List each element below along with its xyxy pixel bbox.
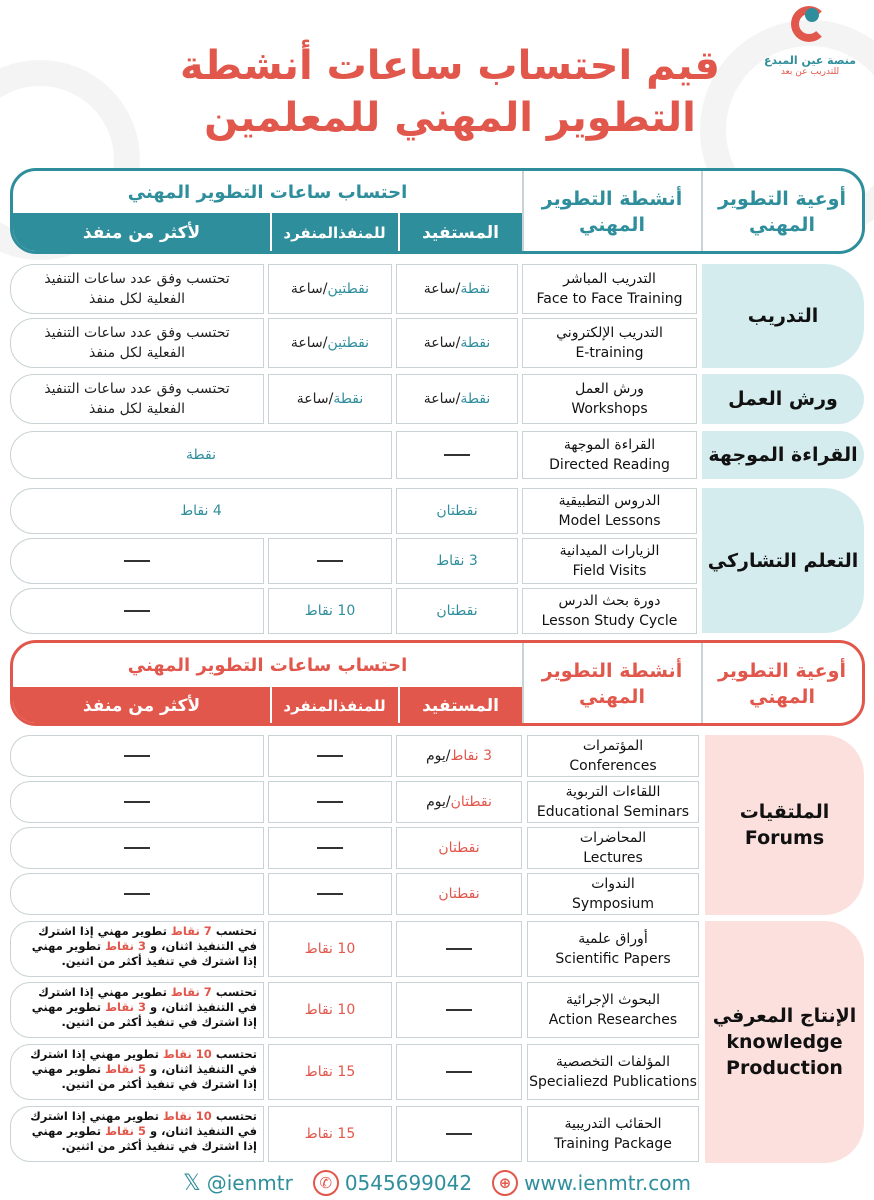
dash-icon [317,801,343,803]
header-single: للمنفذالمنفرد [283,224,386,242]
category-en: Forums [744,827,825,849]
single-value [268,374,392,424]
activity-ar: اللقاءات التربوية [565,784,661,800]
single-value [268,264,392,314]
activity-en: E-training [575,345,644,361]
value-points: نقطة [460,335,491,351]
title-line-1: قيم احتساب ساعات أنشطة [180,43,720,89]
phone-number: 0545699042 [344,1171,473,1195]
x-twitter-icon: 𝕏 [183,1170,201,1196]
dash-icon [317,755,343,757]
beneficiary-empty [396,982,522,1038]
twitter-link[interactable] [183,1171,293,1196]
activity-model-lessons [522,488,697,534]
dash-icon [124,610,150,612]
activity-en: Specialiezd Publications [529,1074,697,1090]
dash-icon [317,893,343,895]
category-workshops: ورش العمل [702,374,864,424]
activity-en: Action Researches [548,1012,678,1028]
note-text: تطوير مهني إذا اشترك في تنفيذ أكثر من اثنين. [31,1000,257,1029]
category-participative-learning: التعلم التشاركي [702,488,864,633]
value-unit: /ساعة [423,335,461,351]
category-forums [705,735,864,915]
note-text: تطوير مهني إذا اشترك في التنفيذ اثنان، و [38,924,257,953]
multi-empty [10,873,264,915]
note-text: تحتسب [211,924,257,938]
section2-header [10,640,865,726]
header-activities: أنشطة التطوير المهني [541,188,683,236]
beneficiary-value [396,735,522,777]
activity-educational-seminars [527,781,699,823]
note-text: تحتسب [211,1109,257,1123]
activity-lesson-study [522,588,697,634]
note-points: 3 نقاط [105,939,146,953]
note-points: 10 نقاط [162,1047,212,1061]
category-ar: الملتقيات [739,801,830,823]
activity-ar: البحوث الإجرائية [565,992,661,1008]
category-knowledge-production [705,921,864,1163]
dash-icon [124,847,150,849]
activity-ar: ورش العمل [575,381,644,397]
logo-icon [787,4,833,50]
multi-note [10,1044,264,1100]
note-text: تطوير مهني إذا اشترك في التنفيذ اثنان، و [38,985,257,1014]
value-unit: /يوم [426,794,451,810]
multi-empty [10,781,264,823]
dash-icon [124,801,150,803]
beneficiary-empty [396,1106,522,1162]
value-unit: /ساعة [423,281,461,297]
twitter-handle: @ienmtr [206,1171,293,1195]
single-empty [268,781,392,823]
merged-value: نقطة [10,431,392,479]
single-empty [268,538,392,584]
single-value: 10 نقاط [268,982,392,1038]
activity-ar: التدريب الإلكتروني [556,325,663,341]
beneficiary-empty [396,1044,522,1100]
activity-ar: الحقائب التدريبية [564,1116,662,1132]
activity-specialized-publications [527,1044,699,1100]
header-types: أوعية التطوير المهني [718,660,846,708]
activity-ar: الندوات [591,876,635,892]
dash-icon [446,948,472,950]
beneficiary-value: نقطتان [396,588,518,634]
beneficiary-empty [396,921,522,977]
note-points: 5 نقاط [105,1124,146,1138]
beneficiary-value [396,264,518,314]
title-line-2: التطوير المهني للمعلمين [204,95,696,141]
section1-header [10,168,865,254]
dash-icon [317,847,343,849]
activity-en: Conferences [569,758,657,774]
activity-ar: المؤتمرات [582,738,644,754]
multi-value: تحتسب وفق عدد ساعات التنفيذ الفعلية لكل منفذ [10,264,264,314]
note-text: تطوير مهني إذا اشترك في التنفيذ اثنان، و [30,1047,257,1076]
brand-logo [760,4,860,94]
logo-name: منصة عين المبدع [763,54,856,67]
note-points: 5 نقاط [105,1062,146,1076]
dash-icon [446,1009,472,1011]
activity-action-researches [527,982,699,1038]
value-points: نقطة [333,391,364,407]
activity-en: Face to Face Training [536,291,683,307]
value-unit: /ساعة [423,391,461,407]
multi-note [10,1106,264,1162]
activity-scientific-papers [527,921,699,977]
value-points: نقطة [460,391,491,407]
single-empty [268,827,392,869]
activity-lectures [527,827,699,869]
multi-note [10,921,264,977]
value-unit: /ساعة [290,281,328,297]
activity-en: Training Package [554,1136,672,1152]
header-calc: احتساب ساعات التطوير المهني [127,181,408,203]
header-activities: أنشطة التطوير المهني [541,660,683,708]
activity-ar: المحاضرات [579,830,647,846]
activity-ar: دورة بحث الدرس [558,593,661,609]
note-text: تحتسب [211,1047,257,1061]
multi-note [10,982,264,1038]
value-points: نقطتين [327,335,370,351]
note-points: 3 نقاط [105,1000,146,1014]
whatsapp-phone-icon: ✆ [313,1170,339,1196]
website-link[interactable] [492,1170,691,1196]
activity-ar: القراءة الموجهة [563,437,656,453]
single-value: 15 نقاط [268,1106,392,1162]
activity-en: Field Visits [572,563,647,579]
note-text: تطوير مهني إذا اشترك في تنفيذ أكثر من اثنين. [31,1062,257,1091]
dash-icon [124,560,150,562]
beneficiary-value [396,374,518,424]
header-single: للمنفذالمنفرد [283,697,386,715]
activity-ar: أوراق علمية [578,931,648,947]
single-value [268,318,392,368]
merged-value: 4 نقاط [10,488,392,534]
beneficiary-value [396,781,522,823]
category-ar: الإنتاج المعرفي [712,1005,857,1027]
beneficiary-empty [396,431,518,479]
value-unit: /يوم [425,748,451,764]
activity-en: Lesson Study Cycle [541,613,678,629]
dash-icon [124,755,150,757]
single-empty [268,735,392,777]
phone-link[interactable] [313,1170,472,1196]
activity-training-package [527,1106,699,1162]
globe-icon: ⊕ [492,1170,518,1196]
dash-icon [317,560,343,562]
beneficiary-value: نقطتان [396,488,518,534]
multi-empty [10,588,264,634]
activity-directed-reading [522,431,697,479]
multi-value: تحتسب وفق عدد ساعات التنفيذ الفعلية لكل منفذ [10,318,264,368]
multi-value: تحتسب وفق عدد ساعات التنفيذ الفعلية لكل منفذ [10,374,264,424]
header-beneficiary: المستفيد [422,223,499,243]
header-multi: لأكثر من منفذ [82,696,201,716]
single-value: 10 نقاط [268,921,392,977]
note-text: تطوير مهني إذا اشترك في التنفيذ اثنان، و [30,1109,257,1138]
note-points: 10 نقاط [162,1109,212,1123]
activity-ar: التدريب المباشر [563,271,656,287]
category-en: knowledge [726,1031,843,1053]
activity-conferences [527,735,699,777]
header-types: أوعية التطوير المهني [718,188,846,236]
footer-contacts [0,1168,874,1198]
activity-face-to-face [522,264,697,314]
header-calc: احتساب ساعات التطوير المهني [127,654,408,676]
activity-en: Workshops [571,401,648,417]
value-unit: /ساعة [290,335,328,351]
note-text: تحتسب [211,985,257,999]
activity-ar: الزيارات الميدانية [559,543,660,559]
activity-en: Symposium [572,896,654,912]
dash-icon [446,1133,472,1135]
beneficiary-value: نقطتان [396,827,522,869]
note-text: تطوير مهني إذا اشترك في تنفيذ أكثر من اثنين. [31,939,257,968]
beneficiary-value [396,318,518,368]
value-unit: /ساعة [296,391,334,407]
activity-e-training [522,318,697,368]
activity-en: Scientific Papers [555,951,671,967]
category-training: التدريب [702,264,864,368]
page-title [150,40,750,144]
category-en: Production [726,1057,843,1079]
activity-workshops [522,374,697,424]
single-value: 10 نقاط [268,588,392,634]
activity-en: Lectures [583,850,643,866]
activity-field-visits [522,538,697,584]
multi-empty [10,827,264,869]
activity-ar: المؤلفات التخصصية [555,1054,671,1070]
multi-empty [10,735,264,777]
category-directed-reading: القراءة الموجهة [702,431,864,479]
activity-en: Educational Seminars [536,804,690,820]
header-multi: لأكثر من منفذ [82,223,201,243]
dash-icon [444,454,470,456]
single-value: 15 نقاط [268,1044,392,1100]
activity-ar: الدروس التطبيقية [558,493,661,509]
value-points: 3 نقاط [450,748,493,764]
activity-en: Model Lessons [558,513,661,529]
value-points: نقطتين [327,281,370,297]
activity-symposium [527,873,699,915]
single-empty [268,873,392,915]
activity-en: Directed Reading [549,457,670,473]
logo-tagline: للتدريب عن بعد [780,67,840,77]
header-beneficiary: المستفيد [422,696,499,716]
note-points: 7 نقاط [170,924,212,938]
beneficiary-value: 3 نقاط [396,538,518,584]
website-url: www.ienmtr.com [524,1171,691,1195]
note-points: 7 نقاط [170,985,212,999]
value-points: نقطتان [450,794,492,810]
dash-icon [124,893,150,895]
multi-empty [10,538,264,584]
value-points: نقطة [460,281,491,297]
dash-icon [446,1071,472,1073]
beneficiary-value: نقطتان [396,873,522,915]
note-text: تطوير مهني إذا اشترك في تنفيذ أكثر من اثنين. [31,1124,257,1153]
